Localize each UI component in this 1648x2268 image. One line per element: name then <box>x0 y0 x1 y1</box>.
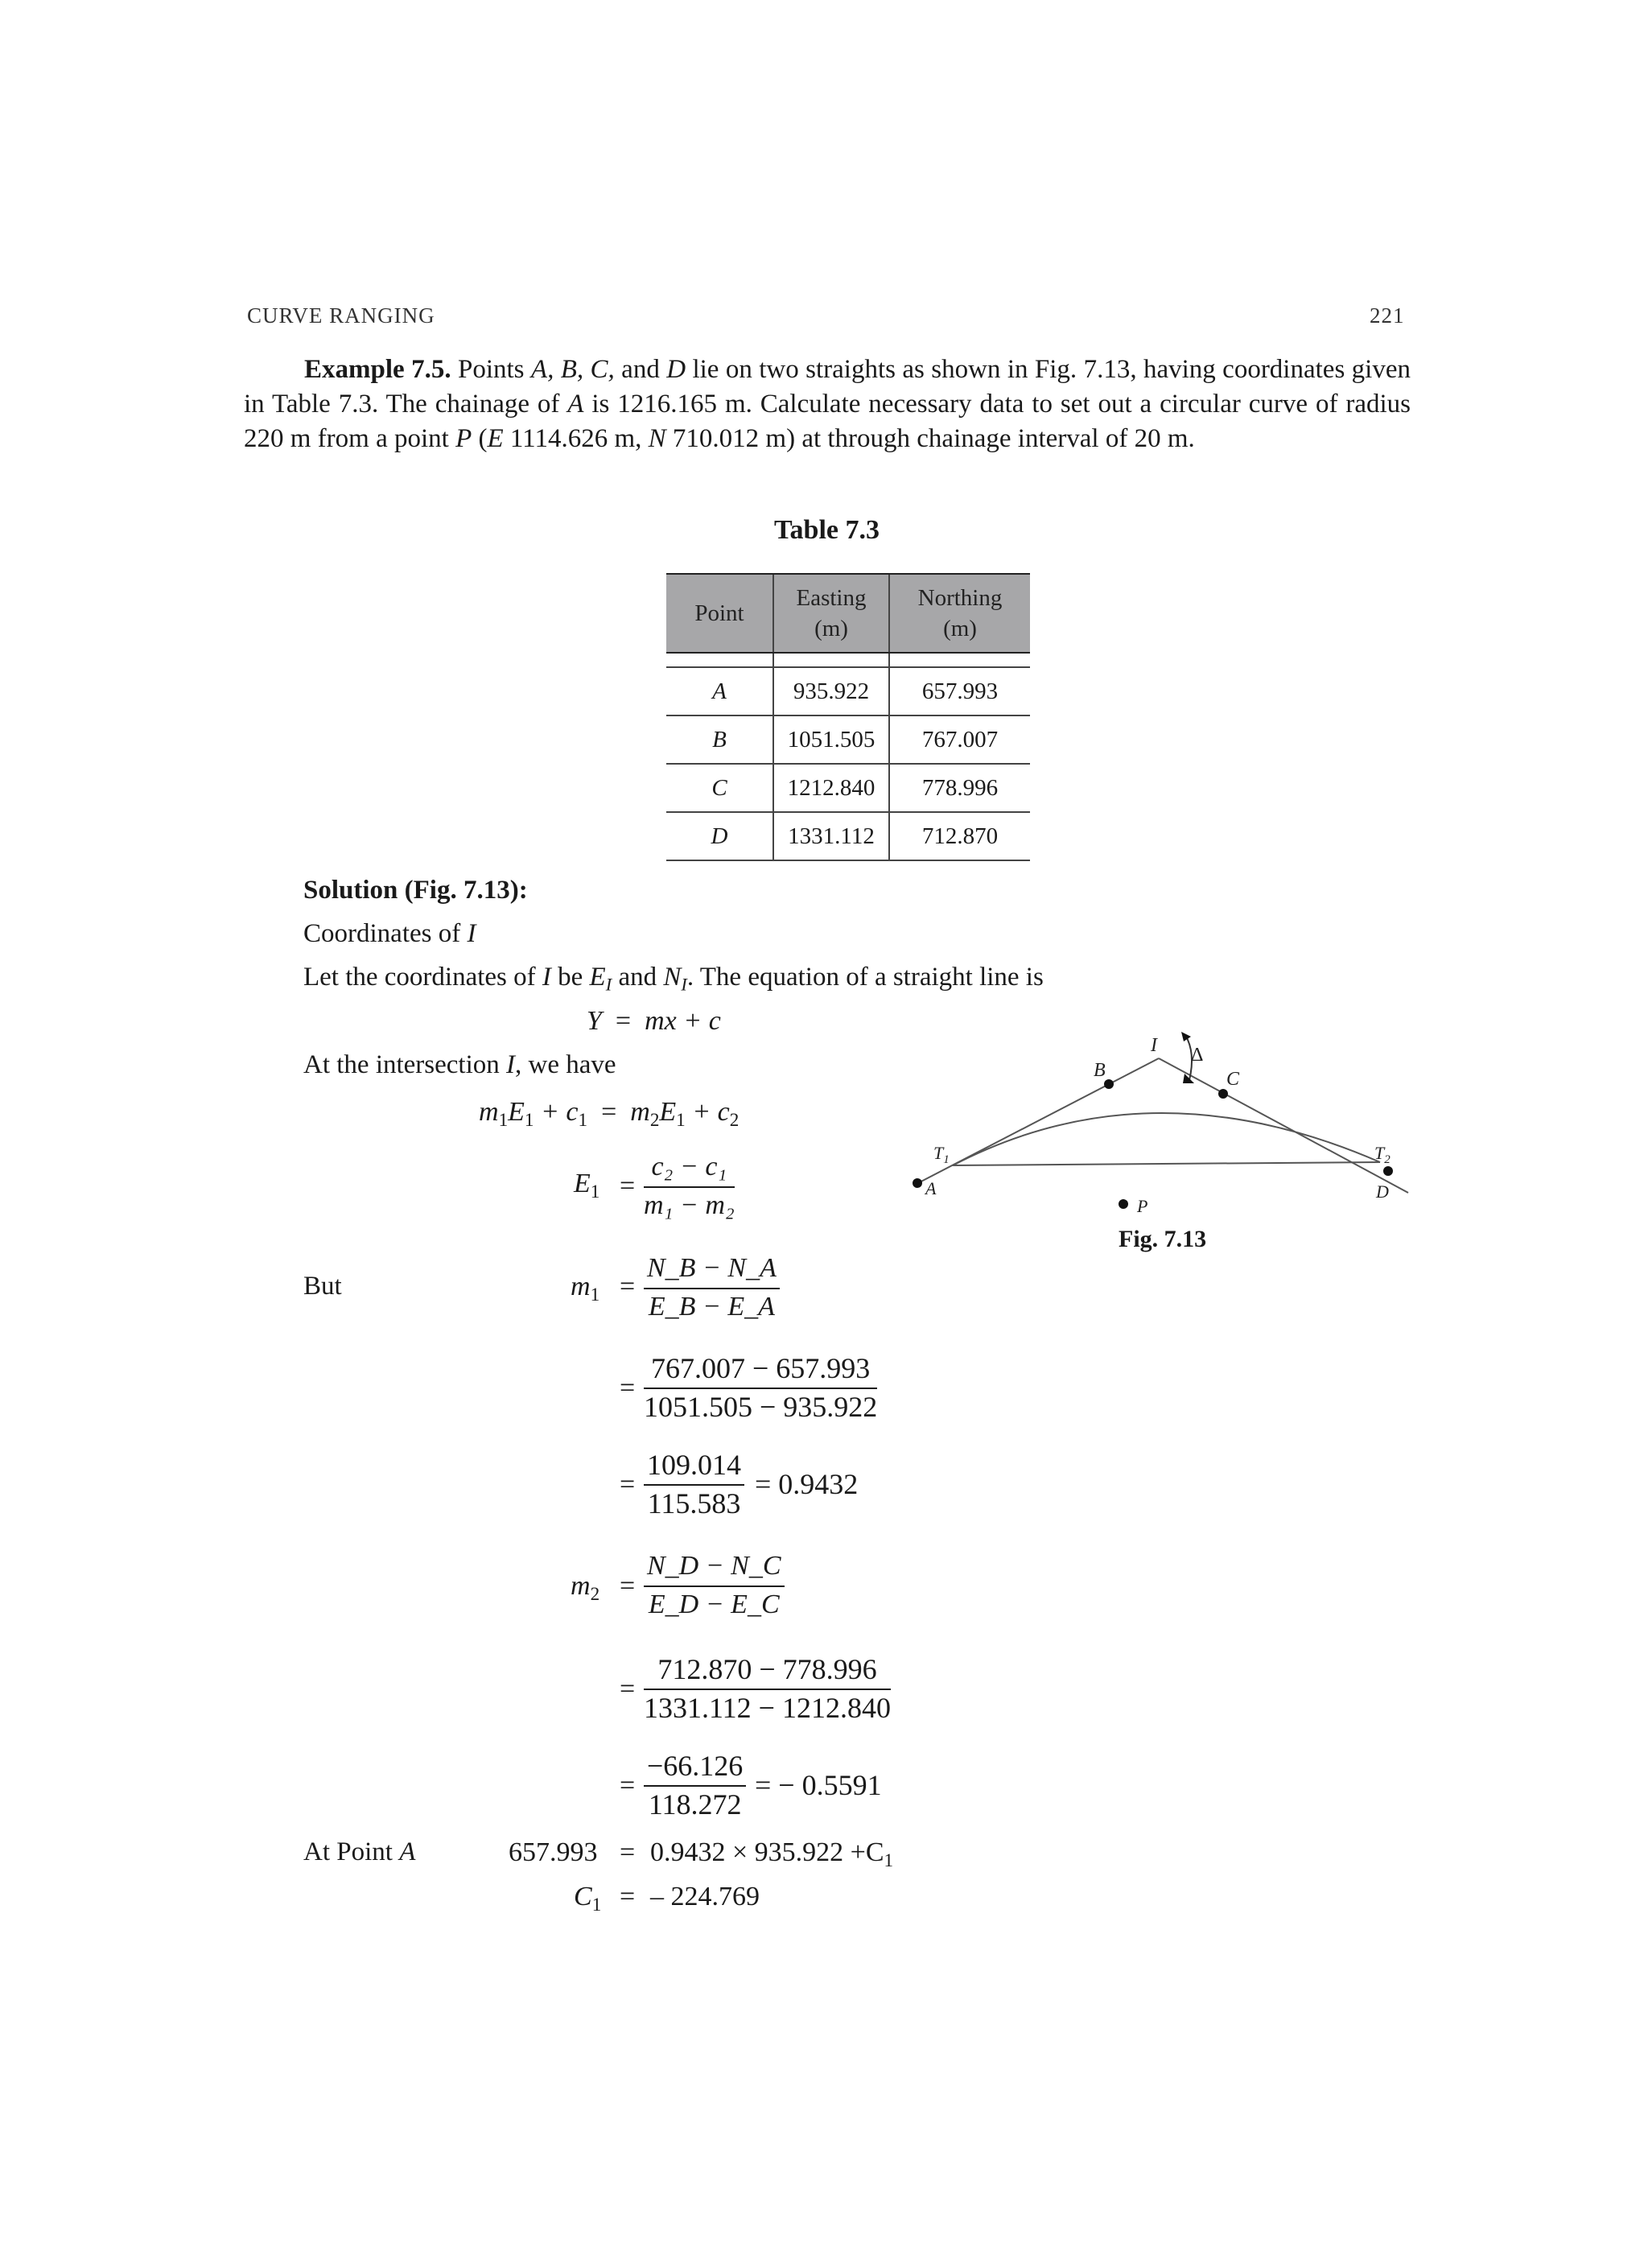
equals-sign: = <box>620 1674 636 1704</box>
header-point: Point <box>666 574 773 653</box>
c1-equation-rhs: $0.9432 \times 935.922 +C_1$ <box>650 1837 894 1871</box>
m2-substitution: $\frac{712.870 - 778.996}{1331.112 - 1212.840}$ <box>644 1653 891 1724</box>
table-row: A 935.922 657.993 <box>666 667 1030 715</box>
m1-value: = 0.9432 <box>755 1468 859 1500</box>
table-row: B 1051.505 767.007 <box>666 715 1030 764</box>
page-number: 221 <box>1370 303 1405 328</box>
table-row: C 1212.840 778.996 <box>666 764 1030 812</box>
example-paragraph: Example 7.5. Points A, B, C, and D lie on two straights as shown in Fig. 7.13, having coordinates given in Table 7.3. The chainage of A is 1216.165 m. Calculate necessary data to set out a circular curve of radius 220 m from a point P (E 1114.626 m, N 710.012 m) at through chainage interval of 20 m. <box>244 355 1411 453</box>
at-point-label: At Point A <box>303 1837 416 1866</box>
label-i: I <box>1151 1035 1157 1056</box>
but-label: But <box>303 1272 342 1301</box>
let-line: Let the coordinates of I be $E_I$ and $N_I$. The equation of a straight line is <box>303 963 1044 995</box>
equals-sign: = <box>620 1882 636 1911</box>
table-caption: Table 7.3 <box>774 515 880 545</box>
point-p-marker <box>1119 1199 1128 1209</box>
label-b: B <box>1094 1060 1106 1081</box>
equals-sign: = <box>620 1771 636 1800</box>
solution-heading: Solution (Fig. 7.13): <box>303 876 528 905</box>
equals-sign: = <box>620 1171 636 1201</box>
table-row: D 1331.112 712.870 <box>666 812 1030 860</box>
m1-lhs: $m_1$ <box>571 1272 600 1305</box>
equals-sign: = <box>620 1837 636 1867</box>
e1-fraction: $\frac{\text{c₂ − c₁}}{\text{m₁ − m₂}}$ <box>644 1149 735 1223</box>
running-header: CURVE RANGING <box>247 303 435 328</box>
long-chord <box>953 1162 1380 1165</box>
point-b-marker <box>1104 1079 1114 1089</box>
label-t2: $T_2$ <box>1374 1143 1390 1166</box>
header-northing: Northing (m) <box>889 574 1030 653</box>
label-c: C <box>1226 1069 1240 1090</box>
equation-line: Y = mx + c <box>587 1006 721 1036</box>
point-d-marker <box>1383 1166 1393 1176</box>
example-label: Example 7.5. <box>304 355 451 384</box>
equals-sign: = <box>620 1470 636 1499</box>
m2-fraction: $\frac{N\_D - N\_C}{E\_D - E\_C}$ <box>644 1548 785 1623</box>
label-p: P <box>1137 1196 1148 1216</box>
m1-fraction: $\frac{N\_B - N\_A}{E\_B - E\_A}$ <box>644 1251 780 1325</box>
label-a: A <box>925 1178 937 1198</box>
circular-curve <box>953 1113 1380 1165</box>
c1-value: – 224.769 <box>650 1882 760 1911</box>
m1-substitution: $\frac{767.007 - 657.993}{1051.505 - 935.922}$ <box>644 1352 878 1423</box>
c1-equation-lhs: 657.993 <box>509 1837 598 1867</box>
label-d: D <box>1376 1181 1389 1202</box>
c1-lhs: $C_1$ <box>574 1882 602 1915</box>
label-delta: Δ <box>1191 1045 1204 1066</box>
coordinates-table <box>666 573 1030 861</box>
m2-lhs: $m_2$ <box>571 1571 600 1605</box>
equals-sign: = <box>620 1272 636 1301</box>
point-c-marker <box>1218 1089 1228 1099</box>
coordinates-of-line: Coordinates of I <box>303 919 476 948</box>
m2-simplified: $\frac{-66.126}{118.272}$ <box>644 1748 746 1822</box>
point-a-marker <box>913 1178 922 1188</box>
e1-lhs: $E_1$ <box>574 1169 600 1202</box>
m1-simplified: $\frac{109.014}{115.583}$ <box>644 1447 744 1521</box>
arrowhead <box>1181 1032 1191 1041</box>
intersection-equation: $m_1E_1 + c_1 = m_2E_1 + c_2$ <box>479 1097 740 1131</box>
equals-sign: = <box>620 1571 636 1601</box>
figure-caption: Fig. 7.13 <box>1119 1226 1207 1252</box>
equals-sign: = <box>620 1373 636 1403</box>
straight-line-2 <box>1159 1058 1408 1193</box>
table-header-row <box>666 574 1030 653</box>
curve-figure <box>885 1014 1432 1256</box>
label-t1: $T_1$ <box>933 1143 950 1166</box>
at-intersection-line: At the intersection I, we have <box>303 1050 616 1079</box>
m2-value: = − 0.5591 <box>755 1769 882 1801</box>
straight-line-1 <box>913 1058 1159 1186</box>
header-easting: Easting (m) <box>773 574 889 653</box>
